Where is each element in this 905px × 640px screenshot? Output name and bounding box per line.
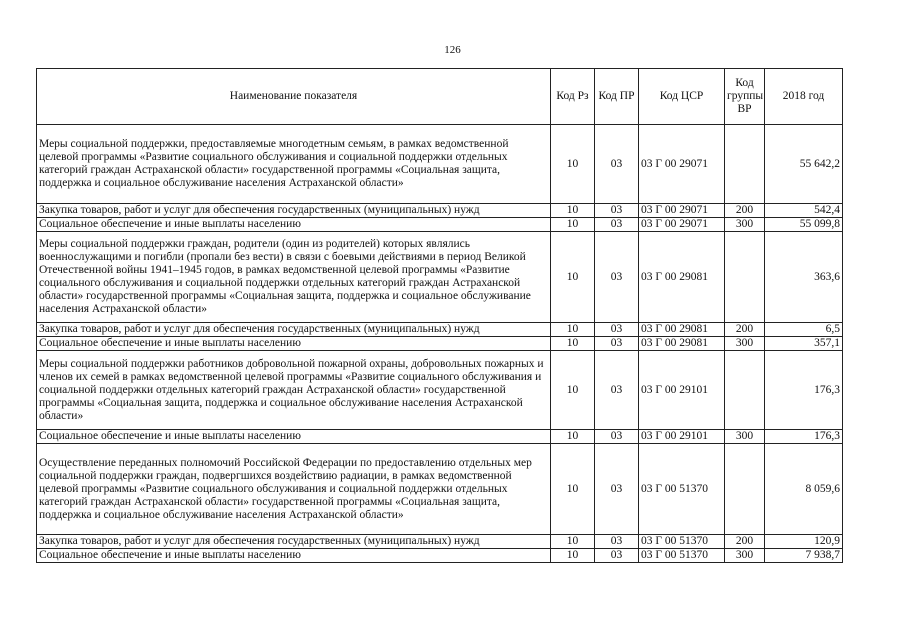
indicator-name: Осуществление переданных полномочий Российской Федерации по предоставлению отдельных мер социальной поддержки граждан, подвергшихся воздействию радиации, в рамках ведомственной целевой программы «Развитие социального обслуживания и социальной поддержки отдельных категорий граждан Астраханской области» государственной программы «Социальная защита, поддержка и социальное обслуживание населения Астраханской области» [37,444,551,535]
amount-2018: 7 938,7 [765,549,843,563]
table-row [37,204,843,218]
amount-2018: 176,3 [765,351,843,430]
code-rz: 10 [551,323,595,337]
table-row [37,218,843,232]
code-pr: 03 [595,232,639,323]
code-csr: 03 Г 00 29081 [639,323,725,337]
code-vr [725,444,765,535]
code-pr: 03 [595,351,639,430]
amount-2018: 363,6 [765,232,843,323]
code-vr [725,232,765,323]
code-rz: 10 [551,337,595,351]
amount-2018: 55 099,8 [765,218,843,232]
code-vr: 200 [725,535,765,549]
code-vr: 300 [725,337,765,351]
code-rz: 10 [551,351,595,430]
table-row [37,430,843,444]
table-row [37,351,843,430]
code-vr [725,351,765,430]
code-pr: 03 [595,125,639,204]
header-name: Наименование показателя [37,69,551,125]
indicator-name: Меры социальной поддержки, предоставляемые многодетным семьям, в рамках ведомственной целевой программы «Развитие социального обслуживания и социальной поддержки отдельных категорий граждан Астраханской области» государственной программы «Социальная защита, поддержка и социальное обслуживание населения Астраханской области» [37,125,551,204]
table-row [37,125,843,204]
code-csr: 03 Г 00 51370 [639,549,725,563]
code-rz: 10 [551,125,595,204]
code-csr: 03 Г 00 29081 [639,232,725,323]
code-vr: 200 [725,323,765,337]
table-row [37,444,843,535]
table-row [37,232,843,323]
code-pr: 03 [595,535,639,549]
code-pr: 03 [595,337,639,351]
code-rz: 10 [551,430,595,444]
amount-2018: 120,9 [765,535,843,549]
indicator-name: Социальное обеспечение и иные выплаты населению [37,337,551,351]
code-rz: 10 [551,444,595,535]
header-year: 2018 год [765,69,843,125]
table-row [37,549,843,563]
amount-2018: 357,1 [765,337,843,351]
code-rz: 10 [551,549,595,563]
indicator-name: Социальное обеспечение и иные выплаты населению [37,430,551,444]
amount-2018: 176,3 [765,430,843,444]
table-row [37,337,843,351]
indicator-name: Меры социальной поддержки работников добровольной пожарной охраны, добровольных пожарных и членов их семей в рамках ведомственной целевой программы «Развитие социального обслуживания и социальной поддержки отдельных категорий граждан Астраханской области» государственной программы «Социальная защита, поддержка и социальное обслуживание населения Астраханской области» [37,351,551,430]
code-vr: 300 [725,430,765,444]
code-pr: 03 [595,444,639,535]
code-csr: 03 Г 00 29101 [639,430,725,444]
code-pr: 03 [595,430,639,444]
code-csr: 03 Г 00 29081 [639,337,725,351]
code-csr: 03 Г 00 29071 [639,218,725,232]
header-csr: Код ЦСР [639,69,725,125]
code-rz: 10 [551,218,595,232]
amount-2018: 6,5 [765,323,843,337]
indicator-name: Меры социальной поддержки граждан, родители (один из родителей) которых являлись военнослужащими и погибли (пропали без вести) в связи с боевыми действиями в период Великой Отечественной войны 1941–1945 годов, в рамках ведомственной целевой программы «Развитие социального обслуживания и социальной поддержки отдельных категорий граждан Астраханской области» государственной программы «Социальная защита, поддержка и социальное обслуживание населения Астраханской области» [37,232,551,323]
code-vr: 300 [725,218,765,232]
table-row [37,535,843,549]
indicator-name: Закупка товаров, работ и услуг для обеспечения государственных (муниципальных) нужд [37,535,551,549]
indicator-name: Социальное обеспечение и иные выплаты населению [37,218,551,232]
code-rz: 10 [551,535,595,549]
header-rz: Код Рз [551,69,595,125]
code-csr: 03 Г 00 29101 [639,351,725,430]
code-pr: 03 [595,323,639,337]
code-vr [725,125,765,204]
page-number: 126 [444,44,461,56]
code-csr: 03 Г 00 29071 [639,125,725,204]
code-csr: 03 Г 00 29071 [639,204,725,218]
code-pr: 03 [595,549,639,563]
code-csr: 03 Г 00 51370 [639,535,725,549]
code-rz: 10 [551,204,595,218]
code-pr: 03 [595,218,639,232]
amount-2018: 8 059,6 [765,444,843,535]
table-header-row [37,69,843,125]
indicator-name: Закупка товаров, работ и услуг для обеспечения государственных (муниципальных) нужд [37,204,551,218]
code-pr: 03 [595,204,639,218]
amount-2018: 55 642,2 [765,125,843,204]
header-pr: Код ПР [595,69,639,125]
budget-table [36,68,843,563]
indicator-name: Социальное обеспечение и иные выплаты населению [37,549,551,563]
amount-2018: 542,4 [765,204,843,218]
indicator-name: Закупка товаров, работ и услуг для обеспечения государственных (муниципальных) нужд [37,323,551,337]
header-vr: Код группы ВР [725,69,765,125]
table-row [37,323,843,337]
code-vr: 200 [725,204,765,218]
code-rz: 10 [551,232,595,323]
code-csr: 03 Г 00 51370 [639,444,725,535]
code-vr: 300 [725,549,765,563]
